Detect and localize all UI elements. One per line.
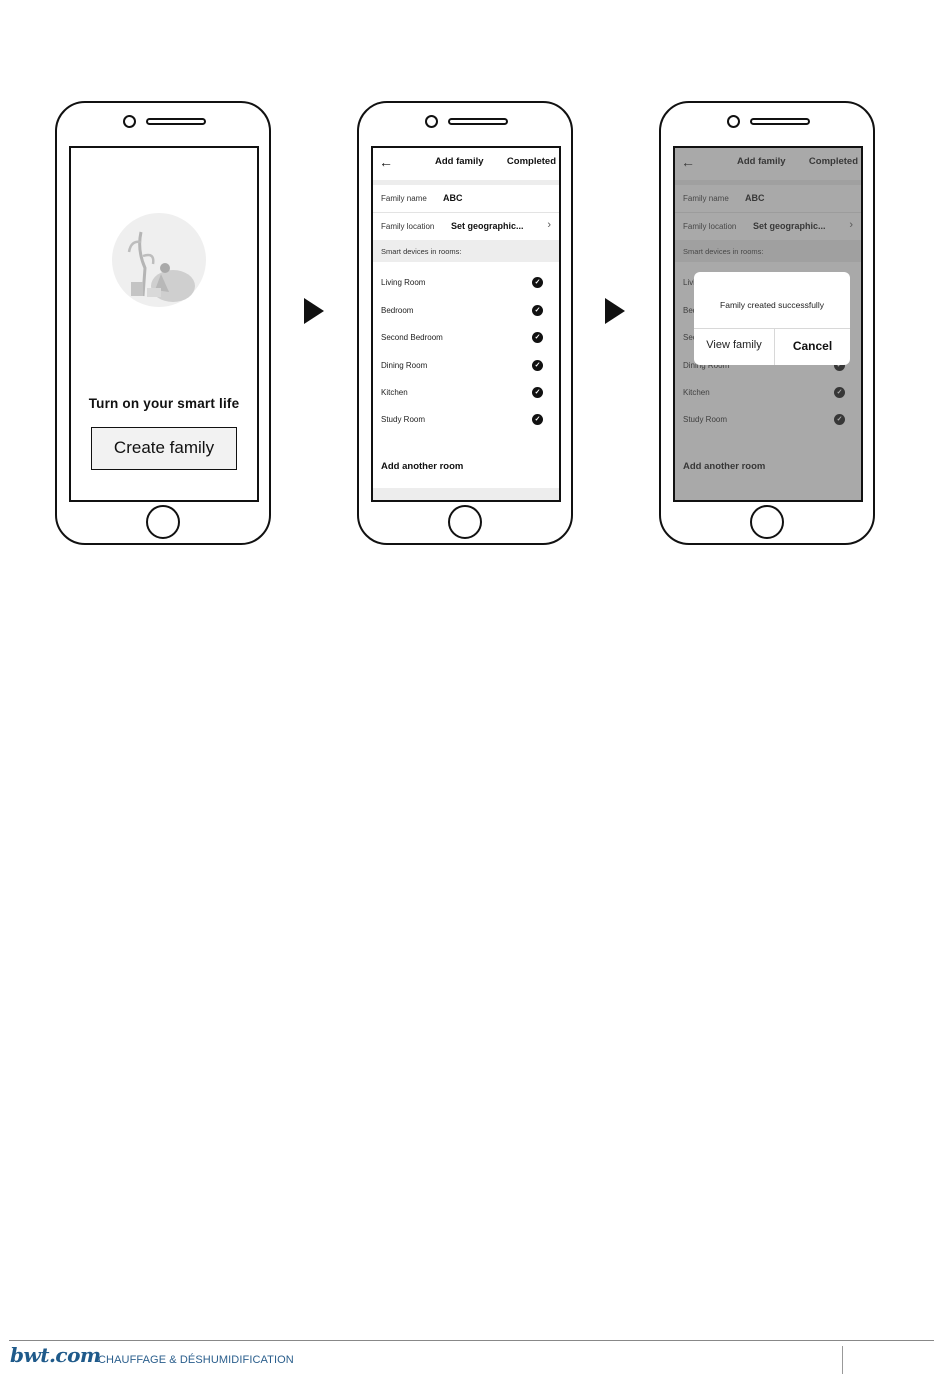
dialog-message: Family created successfully (720, 300, 824, 310)
room-item[interactable] (373, 411, 559, 433)
room-label: Bedroom (381, 306, 414, 315)
rooms-header-label: Smart devices in rooms: (381, 247, 462, 256)
check-circle-icon[interactable]: ✓ (532, 414, 543, 425)
back-arrow-icon[interactable]: ← (379, 154, 393, 170)
bwt-logo: bwt.com (10, 1343, 101, 1367)
room-item[interactable] (373, 274, 559, 296)
view-family-button[interactable]: View family (706, 339, 762, 351)
room-item[interactable] (373, 357, 559, 379)
family-location-value: Set geographic... (451, 221, 524, 231)
add-another-room-button[interactable]: Add another room (381, 461, 464, 472)
phone-mockup-add-family (357, 101, 573, 545)
cancel-button[interactable]: Cancel (792, 339, 833, 353)
family-name-label: Family name (381, 194, 427, 203)
check-circle-icon[interactable]: ✓ (532, 332, 543, 343)
spacer (373, 488, 559, 502)
person-on-beanbag-illustration (107, 212, 211, 312)
family-name-row[interactable] (373, 185, 559, 213)
room-item[interactable] (373, 329, 559, 351)
rooms-section-header (373, 240, 559, 262)
speaker-grill (146, 118, 206, 125)
room-label: Second Bedroom (381, 333, 443, 342)
camera-icon (123, 115, 136, 128)
chevron-right-icon: › (547, 219, 551, 231)
footer-separator (842, 1346, 843, 1374)
check-circle-icon[interactable]: ✓ (532, 277, 543, 288)
app-header (373, 148, 559, 180)
footer-category: CHAUFFAGE & DÉSHUMIDIFICATION (98, 1354, 294, 1366)
room-label: Study Room (381, 415, 426, 424)
divider (694, 328, 850, 329)
phone-screen (69, 146, 259, 502)
phone-mockup-family-created (659, 101, 875, 545)
speaker-grill (448, 118, 508, 125)
footer-divider (9, 1340, 934, 1341)
success-dialog (694, 272, 850, 365)
completed-button[interactable]: Completed (506, 156, 556, 167)
create-family-button[interactable]: Create family (91, 427, 237, 470)
home-button (750, 505, 784, 539)
family-location-row[interactable] (373, 213, 559, 241)
room-label: Kitchen (381, 388, 408, 397)
check-circle-icon[interactable]: ✓ (532, 360, 543, 371)
phone-screen (673, 146, 863, 502)
room-item[interactable] (373, 302, 559, 324)
home-button (146, 505, 180, 539)
phone-screen (371, 146, 561, 502)
page-title: Add family (435, 156, 484, 167)
family-name-value: ABC (443, 193, 463, 203)
step-arrow-icon (304, 298, 324, 324)
check-circle-icon[interactable]: ✓ (532, 387, 543, 398)
phone-mockup-create-family (55, 101, 271, 545)
check-circle-icon[interactable]: ✓ (532, 305, 543, 316)
family-location-label: Family location (381, 222, 435, 231)
smart-life-headline: Turn on your smart life (88, 396, 240, 411)
camera-icon (727, 115, 740, 128)
room-label: Living Room (381, 278, 426, 287)
room-item[interactable] (373, 384, 559, 406)
speaker-grill (750, 118, 810, 125)
step-arrow-icon (605, 298, 625, 324)
home-button (448, 505, 482, 539)
room-label: Dining Room (381, 361, 428, 370)
camera-icon (425, 115, 438, 128)
